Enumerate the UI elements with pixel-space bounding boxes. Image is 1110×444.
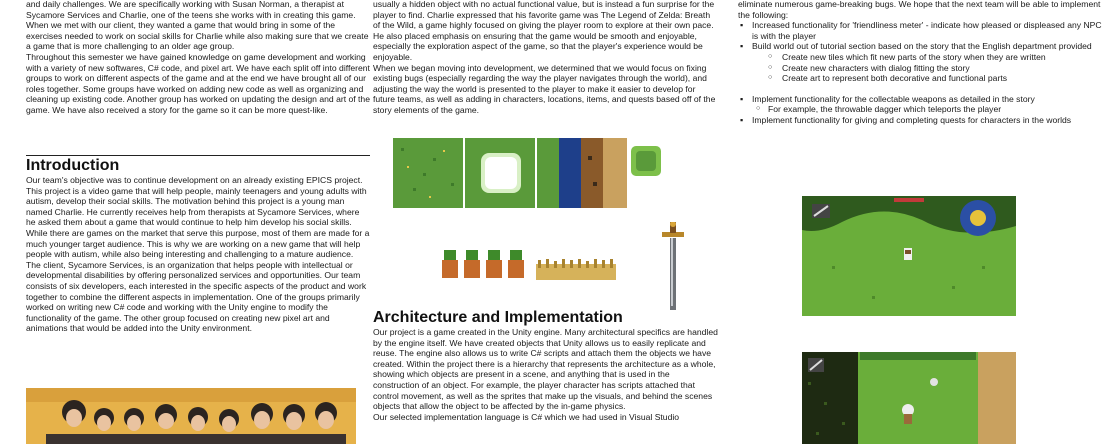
future-work-list-2 [738, 94, 1108, 126]
development-paragraph: When we began moving into development, we determined that we would focus on fixing existing bugs (especially regarding the way the player navigates through the world), and adjusting the way the world is presented to the player to make it easier to develop for future teams, as well as adding in characters, locations, items, and quests based off of the story elements of the game. [373, 62, 716, 115]
sub-list-item: ○ Create new tiles which fit new parts of the story when they are written [738, 52, 1108, 63]
introduction-section [26, 157, 370, 334]
introduction-heading: Introduction [26, 157, 120, 174]
semester-paragraph: Throughout this semester we have gained knowledge on game development and working with a variety of new softwares, C# code, and pixel art. We have each split off into different groups to work on different aspects of the game and at the end we have brought all of our roles together. Some groups have worked on adding new code as well as organizing and cleaning up existing code. Another group has worked on updating the design and art of the game. We have also received a story for the game so it can be more quest-like. [26, 51, 370, 115]
client-paragraph: The client, Sycamore Services, is an organization that helps people with intellectual or developmental disabilities by offering personalized services and opportunities. Our team consists of six developers, each interested in the specific aspects of the product and work together to combine the different aspects in implementation. One of the groups primarily worked on writing new C# code and working with the Unity engine to modify the functionality of the game. The other group focused on creating new pixel art and animations that would be added into the Unity environment. [26, 259, 367, 334]
game-tiles-sprites [393, 138, 663, 208]
list-item: ▪ Implement functionality for the collectable weapons as detailed in the story [738, 94, 1108, 105]
objective-paragraph: Our team's objective was to continue development on an already existing EPICS project. This project is a video game that will help people, mainly teenagers and young adults with autism, develop their social skills. The motivation behind this project is a young man named Charlie. He currently receives help from therapists at Sycamore Services, where he asked them about a game that would continue to help him develop his social skills. While there are games on the market that serve this purpose, most of them are made for a much younger target audience. This is why we are working on a new game that will help people with autism, while also being interesting and challenging to a mature audience. [26, 175, 370, 260]
intro-paragraph: and daily challenges. We are specifically working with Susan Norman, a therapist at Sycamore Services and Charlie, one of the teens she works with in creating this game. When we met with our client, they wanted a game that would bring in some of the exercises needed to work on social skills for Charlie while also making sure that we create a game that is more challenging to an older age group. [26, 0, 369, 52]
future-work-intro: eliminate numerous game-breaking bugs. We hope that the next team will be able to implement the following: [738, 0, 1101, 20]
architecture-heading: Architecture and Implementation [373, 309, 623, 326]
favorite-game-paragraph: usually a hidden object with no actual functional value, but is instead a fun surprise for the player to find. Charlie expressed that his favorite game was The Legend of Zelda: Breath of the Wild, a game highly focused on giving the player room to explore at their own pace. He also placed emphasis on ensuring that the game would be smooth and enjoyable, especially the exploration aspect of the game, so that the player's experience would be enjoyable. [373, 0, 715, 62]
architecture-section [373, 309, 718, 422]
list-item: ▪ Increased functionality for 'friendliness meter' - indicate how pleased or displeased any NPC is with the player [738, 20, 1108, 41]
list-item: ▪ Build world out of tutorial section based on the story that the English department provided [738, 41, 1108, 52]
crop-sprites [438, 250, 638, 282]
future-work-list [738, 20, 1108, 84]
game-screenshot-area [802, 352, 1016, 444]
list-item: ▪ Implement functionality for giving and completing quests for characters in the worlds [738, 115, 1108, 126]
right-column [738, 0, 1108, 126]
middle-column [373, 0, 718, 116]
language-paragraph: Our selected implementation language is C# which we had used in Visual Studio [373, 411, 680, 422]
sub-list-item: ○ Create new characters with dialog fitting the story [738, 63, 1108, 74]
sub-list-item: ○ For example, the throwable dagger which teleports the player [738, 104, 1108, 115]
left-column [26, 0, 370, 116]
architecture-paragraph: Our project is a game created in the Unity engine. Many architectural specifics are handled by the engine itself. We have created objects that Unity allows us to easily replicate and reuse. The engine also allows us to write C# scripts and attach them the objects we have created. Within the project there is a hierarchy that represents the architecture as a whole, showing which objects are present in a scene, and anything that is used in the construction of an object. For example, the player character has scripts attached that control movement, as well as the sprites that make up the visuals, and behind the scenes objects that allow the object to be affected by the in-game physics. [373, 327, 718, 412]
sword-sprite [660, 222, 686, 310]
team-photo [26, 388, 356, 444]
section-divider [26, 155, 370, 156]
sub-list-item: ○ Create art to represent both decorative and functional parts [738, 73, 1108, 84]
game-screenshot-world [802, 196, 1016, 316]
